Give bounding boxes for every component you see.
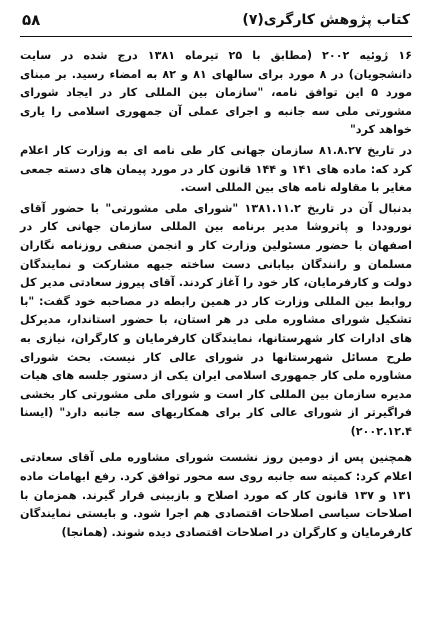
paragraph-ilo-letter: در تاریخ ۸۱.۸.۲۷ سازمان جهانی کار طی نامه ای به وزارت کار اعلام کرد که: ماده های ۱۴۱ و ۱۴۴ قانون کار در مورد پیمان های دسته جمعی مغایر با مقاوله نامه های بین المللی است.: [20, 143, 412, 195]
page-body: [20, 47, 412, 542]
paragraph-agreement: ۱۶ ژوئیه ۲۰۰۲ (مطابق با ۲۵ تیرماه ۱۳۸۱ درج شده در سایت دانشجویان) در ۸ مورد برای سالهای ۸۱ و ۸۲ به امضاء رسید. بر مبنای مورد ۵ این توافق نامه، "سازمان بین المللی کار در ایجاد شورای مشورتی ملی سه جانبه و اجرای عملی آن جمهوری اسلامی را یاری خواهد کرد": [20, 49, 413, 137]
book-title: کتاب پژوهش کارگری(۷): [242, 12, 410, 28]
page-number: ۵۸: [22, 11, 41, 29]
book-page: [0, 6, 430, 642]
paragraph-national-council: بدنبال آن در تاریخ ۱۳۸۱.۱۱.۲ "شورای ملی مشورتی" با حضور آقای نوروددا و پاتروشا مدیر برنامه بین المللی سازمان جهانی کار در اصفهان با حضور مسئولین وزارت کار و انجمن صنفی روزنامه نگاران مسلمان و رانندگان بیابانی دست ساخته جبهه مشارکت و نمایندگان دولت و کارفرمایان، کار خود را آغاز کردند. آقای پیروز سعادتی مدیر کل روابط بین المللی وزارت کار در همین رابطه در مصاحبه خود گفت: "با تشکیل شورای مشاوره ملی در هر استان، با حضور استاندار، مدیرکل های ادارات کار شهرستانها، نمایندگان کارفرمایان و کارگران، نیازی به طرح مسائل شهرستانها در شورای عالی کار نیست. بحث شورای مشاوره ملی کار جمهوری اسلامی ایران یکی از دستور جلسه های هیات مدیره سازمان بین المللی کار است و شورای ملی مشورتی کار بخشی فراگیرتر از شورای عالی کار برای همکاریهای سه جانبه دارد" (ایسنا ۲۰۰۲.۱۲.۴): [20, 201, 412, 438]
paragraph-second-session: همچنین پس از دومین روز نشست شورای مشاوره ملی آقای سعادتی اعلام کرد: کمیته سه جانبه روی سه محور توافق کرد. رفع ابهامات ماده ۱۳۱ و ۱۳۷ قانون کار که مورد اصلاح و بازبینی قرار گیرند. همزمان با اصلاحات سیاسی اصلاحات اقتصادی هم اجرا شود. و بایستی نمایندگان کارفرمایان و کارگران در اصلاحات اقتصادی دیده شوند. (همانجا): [20, 451, 412, 539]
page-header: [20, 6, 412, 37]
